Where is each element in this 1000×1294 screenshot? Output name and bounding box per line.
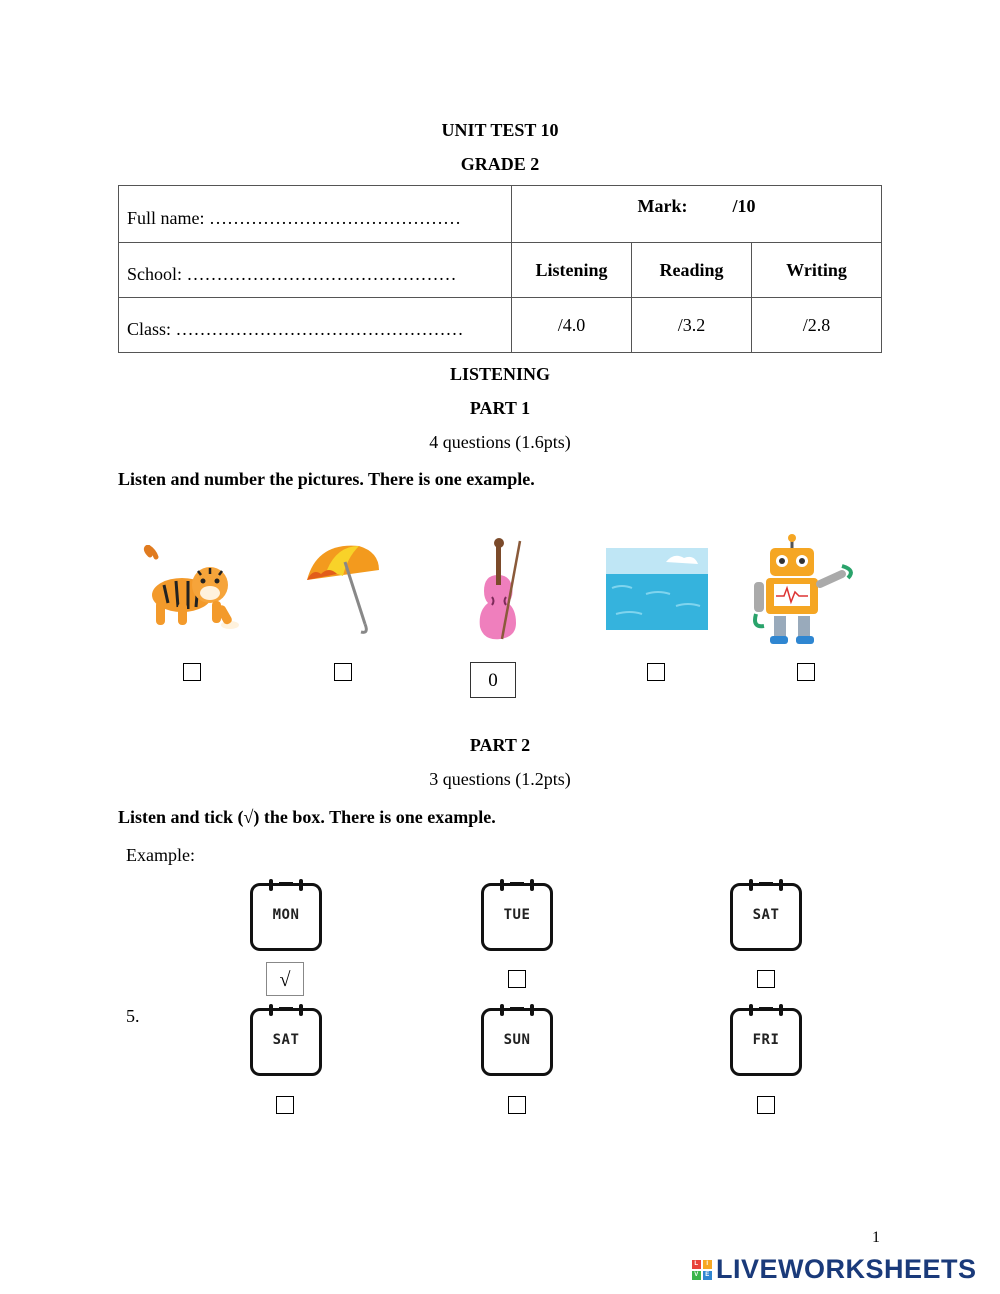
logo-icon: L I V E [692,1260,712,1280]
robot-picture [752,534,862,646]
school-field[interactable]: School: ……………………………………… [119,243,512,298]
mark-cell [512,186,882,243]
score-writing: /2.8 [752,298,882,353]
test-title: UNIT TEST 10 [441,120,559,140]
page-number: 1 [872,1229,880,1246]
part1-questions: 4 questions (1.6pts) [429,432,571,452]
calendar-day-label: TUE [503,907,531,923]
example-sat-box [757,970,775,988]
calendar-day-label: SAT [752,907,780,923]
part1-instruction: Listen and number the pictures. There is one example. [118,469,535,489]
question-5-number: 5. [126,1006,140,1026]
info-table [118,185,882,353]
calendar-icon [730,879,802,951]
example-label: Example: [126,845,195,865]
umbrella-picture [303,540,383,636]
calendar-day-label: SUN [503,1032,531,1048]
sea-picture [606,548,708,630]
col-reading: Reading [632,243,752,298]
listening-heading: LISTENING [449,364,551,384]
score-reading: /3.2 [632,298,752,353]
col-writing: Writing [752,243,882,298]
calendar-icon [250,879,322,951]
calendar-icon [481,1004,553,1076]
part2-questions: 3 questions (1.2pts) [429,769,571,789]
calendar-icon [250,1004,322,1076]
example-tick-box: √ [266,962,304,996]
q5-sat-box[interactable] [276,1096,294,1114]
calendar-day-label: FRI [752,1032,780,1048]
calendar-day-label: MON [272,907,300,923]
calendar-day-label: SAT [272,1032,300,1048]
class-field[interactable]: Class: ………………………………………… [119,298,512,353]
col-listening: Listening [512,243,632,298]
part1-title: PART 1 [469,398,531,418]
example-tue-box [508,970,526,988]
logo-text: LIVEWORKSHEETS [716,1254,977,1284]
part2-title: PART 2 [469,735,531,755]
score-listening: /4.0 [512,298,632,353]
full-name-field[interactable]: Full name: …………………………………… [119,186,512,243]
calendar-icon [730,1004,802,1076]
calendar-icon [481,879,553,951]
q5-fri-box[interactable] [757,1096,775,1114]
tiger-picture [140,545,244,635]
violin-picture [462,535,534,645]
grade-title: GRADE 2 [460,154,540,174]
part2-instruction: Listen and tick (√) the box. There is one example. [118,807,496,827]
violin-example-box: 0 [470,662,516,698]
mark-label: Mark: [637,196,688,216]
robot-number-box[interactable] [797,663,815,681]
tiger-number-box[interactable] [183,663,201,681]
umbrella-number-box[interactable] [334,663,352,681]
liveworksheets-logo [692,1254,977,1285]
mark-total: /10 [732,196,756,216]
q5-sun-box[interactable] [508,1096,526,1114]
sea-number-box[interactable] [647,663,665,681]
